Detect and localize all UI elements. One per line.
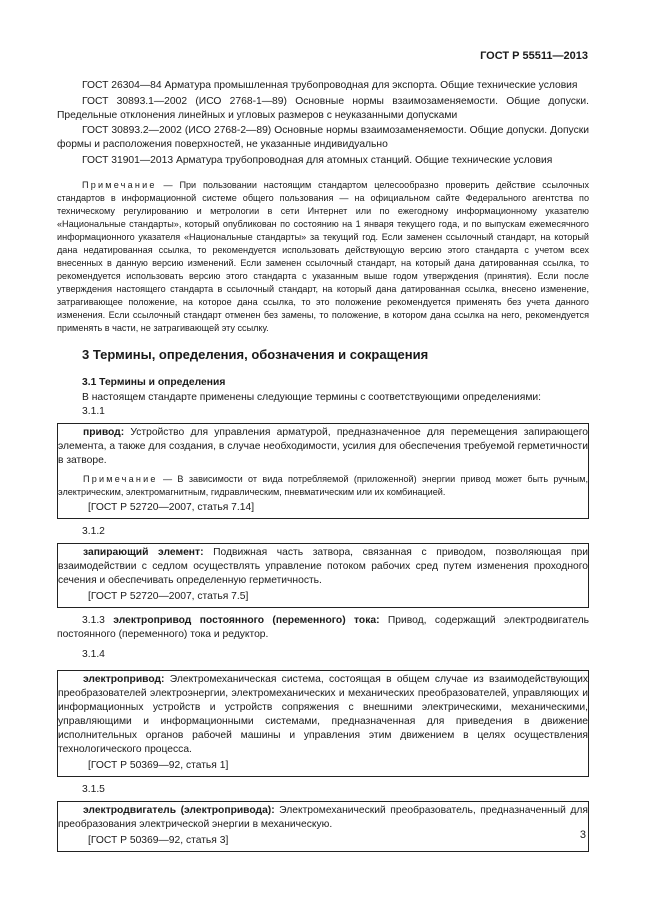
reference-item: ГОСТ 30893.2—2002 (ИСО 2768-2—89) Основные нормы взаимозаменяемости. Общие допуски. Допуски формы и расположения поверхностей, не указанные индивидуально <box>57 125 589 150</box>
term-box-electric-drive <box>57 670 589 777</box>
page-header-standard-id: ГОСТ Р 55511—2013 <box>480 50 588 62</box>
term-definition <box>58 804 588 832</box>
page-number: 3 <box>579 829 586 841</box>
term-note-label: Примечание <box>83 473 158 484</box>
term-name: запирающий элемент: <box>83 546 204 558</box>
reference-item: ГОСТ 26304—84 Арматура промышленная трубопроводная для экспорта. Общие технические условия <box>82 80 578 91</box>
term-name: электродвигатель (электропривода): <box>83 804 275 816</box>
term-source: [ГОСТ Р 50369—92, статья 3] <box>88 834 229 846</box>
term-source: [ГОСТ Р 52720—2007, статья 7.14] <box>88 501 255 513</box>
term-note <box>58 473 588 499</box>
term-number: 3.1.4 <box>82 648 105 660</box>
term-def-text: Электромеханический преобразователь, предназначенный для преобразования электрической энергии в механическую. <box>58 804 588 830</box>
term-def-text: Привод, содержащий электродвигатель постоянного (переменного) тока и редуктор. <box>57 614 589 640</box>
page-content <box>57 79 589 852</box>
term-name: электропривод: <box>83 673 165 685</box>
term-number: 3.1.2 <box>82 525 105 537</box>
term-source: [ГОСТ Р 52720—2007, статья 7.5] <box>88 590 249 602</box>
term-definition <box>58 546 588 588</box>
subsection-title: 3.1 Термины и определения <box>82 376 226 388</box>
note-text: — При пользовании настоящим стандартом целесообразно проверить действие ссылочных стандартов в информационной системе общего пользования — на официальном сайте Федерального агентства по техническому регулированию и метрологии в сети Интернет или по ежегодному информационному указателю «Национальные стандарты», который опубликован по состоянию на 1 января текущего года, и по выпускам ежемесячного информационного указателя «Национальные стандарты» за текущий год. Если заменен ссылочный стандарт, на который дана недатированная ссылка, то рекомендуется использовать действующую версию этого стандарта с учетом всех внесенных в данную версию изменений. Если заменен ссылочный стандарт, на который дана датированная ссылка, то рекомендуется использовать версию этого стандарта с указанным выше годом утверждения (принятия). Если после утверждения настоящего стандарта в ссылочный стандарт, на который дана датированная ссылка, внесено изменение, затрагивающее положение, на которое дана ссылка, то это положение рекомендуется применять без учета данного изменения. Если ссылочный стандарт отменен без замены, то положение, в котором дана ссылка на него, рекомендуется применять в части, не затрагивающей эту ссылку. <box>57 179 589 333</box>
term-def-text: Устройство для управления арматурой, предназначенное для перемещения запирающего элемента, а также для создания, в случае необходимости, усилия для обеспечения требуемой герметичности в затворе. <box>58 426 588 466</box>
term-box-locking-element <box>57 543 589 608</box>
term-name: привод: <box>83 426 125 438</box>
section-intro: В настоящем стандарте применены следующие термины с соответствующими определениями: <box>82 391 542 403</box>
term-def-text: Подвижная часть затвора, связанная с приводом, позволяющая при взаимодействии с седлом осуществлять управление потоком рабочих сред путем изменения проходного сечения и обеспечивать определенную герметичность. <box>58 546 588 586</box>
term-number: 3.1.5 <box>82 783 105 795</box>
reference-item: ГОСТ 31901—2013 Арматура трубопроводная для атомных станций. Общие технические условия <box>82 154 553 166</box>
term-definition <box>58 673 588 757</box>
references-note <box>57 179 589 335</box>
term-number: 3.1.3 <box>82 614 105 626</box>
references-list <box>57 79 589 168</box>
term-box-electric-motor <box>57 801 589 852</box>
term-def-text: Электромеханическая система, состоящая в общем случае из взаимодействующих преобразователей электроэнергии, электромеханических и механических преобразователей, управляющих и информационных устройств и устройств сопряжения с внешними электрическими, механическими, управляющими и информационными системами, предназначенная для приведения в движение исполнительных органов рабочей машины и управления этим движением в целях осуществления технологического процесса. <box>58 673 588 755</box>
term-name: электропривод постоянного (переменного) тока: <box>113 614 380 626</box>
term-source: [ГОСТ Р 50369—92, статья 1] <box>88 759 229 771</box>
term-definition <box>58 426 588 468</box>
term-definition-313 <box>57 614 589 642</box>
reference-item: ГОСТ 30893.1—2002 (ИСО 2768-1—89) Основные нормы взаимозаменяемости. Общие допуски. Предельные отклонения линейных и угловых размеров с неуказанными допусками <box>57 95 589 121</box>
section-title: 3 Термины, определения, обозначения и сокращения <box>82 346 429 362</box>
term-box-privod <box>57 423 589 519</box>
term-number: 3.1.1 <box>82 405 105 417</box>
term-note-text: — В зависимости от вида потребляемой (приложенной) энергии привод может быть ручным, электрическим, электромагнитным, гидравлическим, пневматическим или их комбинацией. <box>58 473 588 497</box>
note-label: Примечание <box>82 179 157 190</box>
